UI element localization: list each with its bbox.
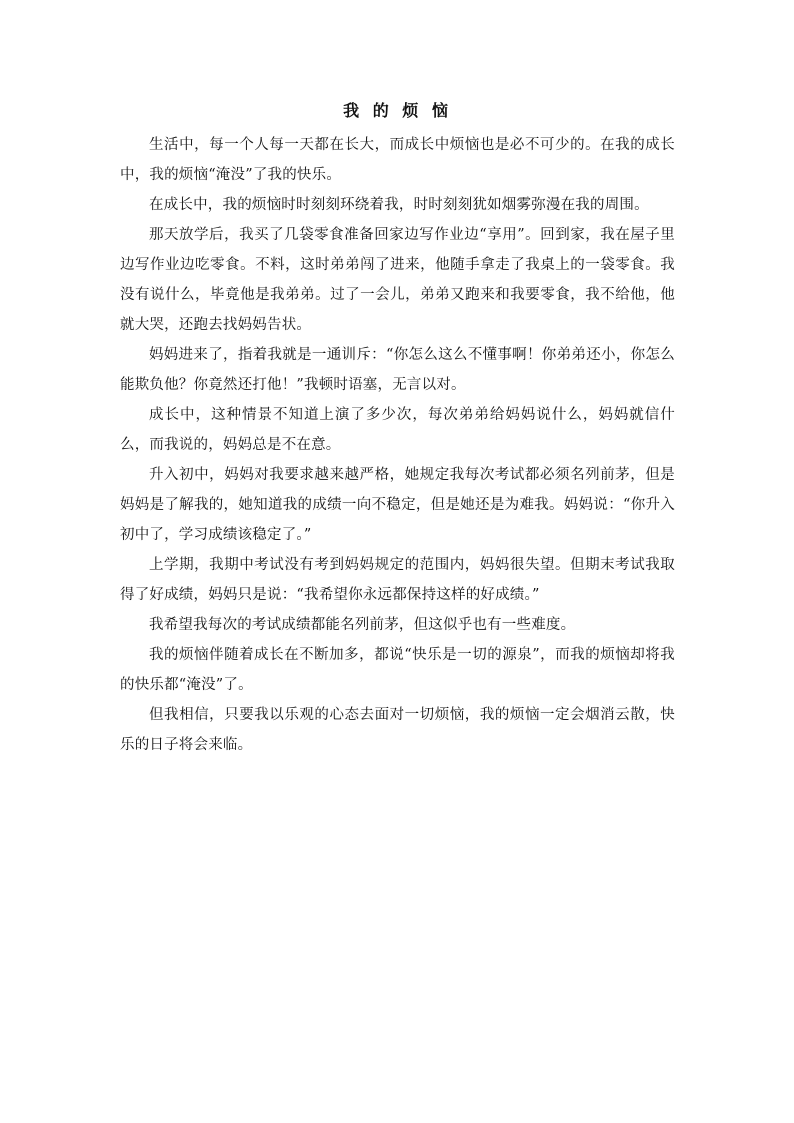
paragraph-5: 成长中，这种情景不知道上演了多少次，每次弟弟给妈妈说什么，妈妈就信什么，而我说的，妈妈总是不在意。 bbox=[120, 407, 675, 453]
paragraph-3: 那天放学后，我买了几袋零食准备回家边写作业边“享用”。回到家，我在屋子里边写作业边吃零食。不料，这时弟弟闯了进来，他随手拿走了我桌上的一袋零食。我没有说什么，毕竟他是我弟弟。过了一会儿，弟弟又跑来和我要零食，我不给他，他就大哭，还跑去找妈妈告状。 bbox=[120, 227, 675, 333]
paragraph-4: 妈妈进来了，指着我就是一通训斥：“你怎么这么不懂事啊！你弟弟还小，你怎么能欺负他？你竟然还打他！”我顿时语塞，无言以对。 bbox=[120, 347, 675, 393]
essay-body bbox=[120, 98, 675, 760]
paragraph-8: 我希望我每次的考试成绩都能名列前茅，但这似乎也有一些难度。 bbox=[149, 617, 576, 633]
paragraph-6: 升入初中，妈妈对我要求越来越严格，她规定我每次考试都必须名列前茅，但是妈妈是了解我的，她知道我的成绩一向不稳定，但是她还是为难我。妈妈说：“你升入初中了，学习成绩该稳定了。” bbox=[120, 467, 675, 543]
paragraph-10: 但我相信，只要我以乐观的心态去面对一切烦恼，我的烦恼一定会烟消云散，快乐的日子将会来临。 bbox=[120, 707, 675, 753]
paragraph-2: 在成长中，我的烦恼时时刻刻环绕着我，时时刻刻犹如烟雾弥漫在我的周围。 bbox=[149, 197, 649, 213]
paragraph-1: 生活中，每一个人每一天都在长大，而成长中烦恼也是必不可少的。在我的成长中，我的烦恼“淹没”了我的快乐。 bbox=[120, 137, 675, 183]
essay-title: 我 的 烦 恼 bbox=[343, 101, 452, 120]
paragraph-7: 上学期，我期中考试没有考到妈妈规定的范围内，妈妈很失望。但期末考试我取得了好成绩，妈妈只是说：“我希望你永远都保持这样的好成绩。” bbox=[120, 557, 675, 603]
paragraph-9: 我的烦恼伴随着成长在不断加多，都说“快乐是一切的源泉”，而我的烦恼却将我的快乐都“淹没”了。 bbox=[120, 647, 675, 693]
